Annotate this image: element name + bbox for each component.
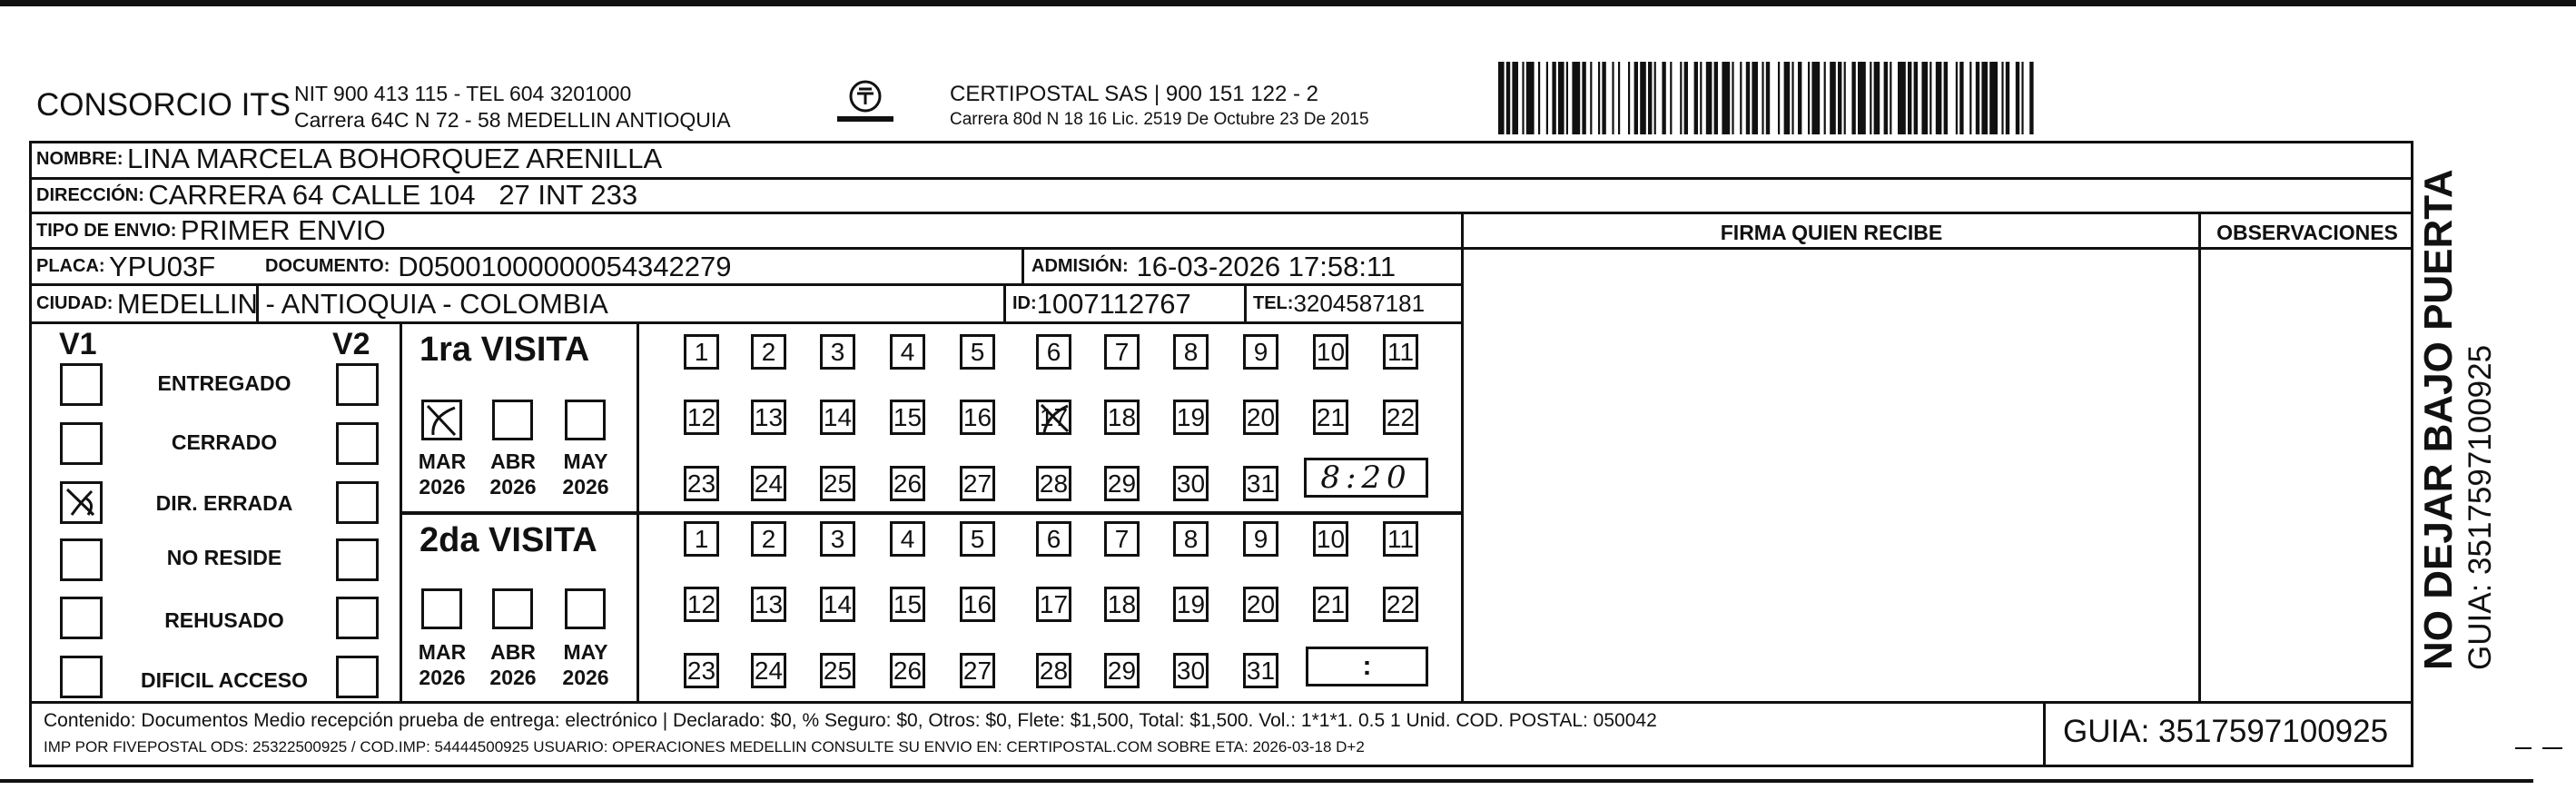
v1-dir-errada-checkbox[interactable] [60, 481, 103, 524]
second-visit-day-15[interactable]: 15 [890, 587, 925, 622]
second-visit-day-14[interactable]: 14 [820, 587, 855, 622]
tel-value: 3204587181 [1293, 290, 1426, 317]
barcode-bar [2016, 62, 2019, 134]
second-visit-day-20[interactable]: 20 [1243, 587, 1278, 622]
direccion-row [29, 178, 2413, 212]
barcode-bar [1512, 62, 1518, 134]
first-visit-day-20[interactable]: 20 [1243, 400, 1278, 435]
barcode-bar [1572, 62, 1580, 134]
first-visit-day-14[interactable]: 14 [820, 400, 855, 435]
placa-row [29, 249, 1462, 284]
first-visit-day-5[interactable]: 5 [960, 334, 995, 370]
second-visit-month-label-mar: MAR 2026 [418, 640, 467, 689]
ciudad-value: MEDELLIN - ANTIOQUIA - COLOMBIA [116, 287, 608, 320]
status-dificil-acceso: DIFICIL ACCESO [140, 668, 308, 692]
barcode-bar [1766, 62, 1770, 134]
id-label: ID: [1012, 293, 1037, 313]
company-name: CONSORCIO ITS [36, 87, 291, 123]
second-visit-month-may[interactable] [565, 588, 606, 629]
barcode-bar [1884, 62, 1888, 134]
second-visit-day-31[interactable]: 31 [1243, 653, 1278, 688]
second-visit-day-21[interactable]: 21 [1313, 587, 1348, 622]
barcode-bar [1830, 62, 1836, 134]
second-visit-day-24[interactable]: 24 [751, 653, 786, 688]
barcode-bar [1552, 62, 1555, 134]
barcode-bar [1566, 62, 1568, 134]
barcode-bar [1740, 62, 1742, 134]
scan-dash [2515, 747, 2532, 749]
barcode-bar [1546, 62, 1548, 134]
certipostal-logo [834, 78, 897, 133]
second-visit-day-18[interactable]: 18 [1104, 587, 1140, 622]
admision-value: 16-03-2026 17:58:11 [1136, 250, 1397, 282]
first-visit-day-10[interactable]: 10 [1313, 334, 1348, 370]
second-visit-day-23[interactable]: 23 [684, 653, 719, 688]
second-visit-time-box[interactable] [1306, 647, 1428, 686]
first-visit-title: 1ra VISITA [419, 331, 590, 369]
first-visit-day-11[interactable]: 11 [1383, 334, 1418, 370]
first-visit-day-7[interactable]: 7 [1104, 334, 1140, 370]
first-visit-day-17[interactable]: 17 [1036, 400, 1071, 435]
barcode-bar [1558, 62, 1564, 134]
barcode-bar [1498, 62, 1505, 134]
col-line [637, 321, 639, 701]
first-visit-month-label-may: MAY 2026 [562, 449, 609, 499]
admision-label: ADMISIÓN: [1031, 256, 1129, 276]
barcode-bar [1811, 62, 1820, 134]
documento-label: DOCUMENTO: [265, 256, 390, 276]
first-visit-day-9[interactable]: 9 [1243, 334, 1278, 370]
col-line [400, 321, 402, 701]
side-guia: GUIA: 3517597100925 [2462, 344, 2498, 670]
first-visit-day-18[interactable]: 18 [1104, 400, 1140, 435]
first-visit-day-2[interactable]: 2 [751, 334, 786, 370]
barcode-bar [1680, 62, 1682, 134]
v2-entregado-checkbox[interactable] [336, 363, 379, 406]
first-visit-day-31[interactable]: 31 [1243, 466, 1278, 501]
first-visit-month-label-mar: MAR 2026 [418, 449, 467, 499]
barcode-bar [1778, 62, 1780, 134]
second-visit-day-27[interactable]: 27 [960, 653, 995, 688]
first-visit-day-28[interactable]: 28 [1036, 466, 1071, 501]
scan-dash [2542, 747, 2562, 749]
tel-label: TEL: [1253, 293, 1294, 313]
second-visit-day-29[interactable]: 29 [1104, 653, 1140, 688]
barcode-bar [1602, 62, 1605, 134]
second-visit-day-16[interactable]: 16 [960, 587, 995, 622]
barcode-bar [2021, 62, 2023, 134]
v2-dir-errada-checkbox[interactable] [336, 481, 379, 524]
barcode-bar [1981, 62, 1988, 134]
second-visit-day-9[interactable]: 9 [1243, 521, 1278, 557]
placa-label: PLACA: [36, 256, 105, 276]
barcode-bar [1522, 62, 1524, 134]
second-visit-day-8[interactable]: 8 [1173, 521, 1209, 557]
status-entregado: ENTREGADO [157, 371, 291, 395]
first-visit-day-21[interactable]: 21 [1313, 400, 1348, 435]
first-visit-day-26[interactable]: 26 [890, 466, 925, 501]
second-visit-day-3[interactable]: 3 [820, 521, 855, 557]
barcode-bar [1956, 62, 1958, 134]
documento-value: D05001000000054342279 [398, 250, 732, 282]
v2-label: V2 [332, 327, 370, 361]
second-visit-day-22[interactable]: 22 [1383, 587, 1418, 622]
second-visit-day-6[interactable]: 6 [1036, 521, 1071, 557]
second-visit-day-25[interactable]: 25 [820, 653, 855, 688]
barcode-bar [1784, 62, 1791, 134]
first-visit-month-label-abr: ABR 2026 [489, 449, 537, 499]
second-visit-month-label-may: MAY 2026 [562, 640, 609, 689]
second-visit-day-7[interactable]: 7 [1104, 521, 1140, 557]
first-visit-day-8[interactable]: 8 [1173, 334, 1209, 370]
barcode-bar [2029, 62, 2033, 134]
barcode-bar [1618, 62, 1620, 134]
v1-rehusado-checkbox[interactable] [60, 597, 103, 639]
barcode-bar [1870, 62, 1871, 134]
visit-separator [400, 511, 1462, 515]
barcode-bar [1700, 62, 1702, 134]
barcode-bar [1582, 62, 1585, 134]
footer-contenido: Contenido: Documentos Medio recepción prueba de entrega: electrónico | Declarado: $0, % Seguro: $0, Otros: $0, Flete: $1,500, Total: $1,500. Vol.: 1*1*1. 0.5 1 Unid. COD. POSTAL: 050042 [44, 710, 1657, 731]
first-visit-time: 8:20 [1320, 459, 1412, 496]
barcode-bar [1612, 62, 1614, 134]
barcode-bar [1851, 62, 1855, 134]
second-visit-day-26[interactable]: 26 [890, 653, 925, 688]
status-cerrado: CERRADO [171, 430, 278, 454]
barcode-bar [1959, 62, 1963, 134]
tipo-row [29, 213, 1462, 248]
second-visit-title: 2da VISITA [419, 521, 597, 559]
v2-no-reside-checkbox[interactable] [336, 538, 379, 581]
barcode-bar [1714, 62, 1718, 134]
second-visit-day-1[interactable]: 1 [684, 521, 719, 557]
barcode-bar [1908, 62, 1911, 134]
second-visit-day-17[interactable]: 17 [1036, 587, 1071, 622]
second-visit-day-11[interactable]: 11 [1383, 521, 1418, 557]
first-visit-month-abr[interactable] [492, 400, 533, 440]
observaciones-label: OBSERVACIONES [2216, 221, 2398, 244]
v1-entregado-checkbox[interactable] [60, 363, 103, 406]
second-visit-month-mar[interactable] [421, 588, 462, 629]
first-visit-day-27[interactable]: 27 [960, 466, 995, 501]
first-visit-month-mar[interactable] [421, 400, 462, 440]
status-no-reside: NO RESIDE [166, 546, 282, 569]
first-visit-time-box[interactable] [1304, 458, 1428, 498]
barcode-bar [1936, 62, 1942, 134]
barcode-bar [1838, 62, 1841, 134]
row-line [29, 701, 2413, 704]
barcode-bar [1598, 62, 1600, 134]
second-visit-day-30[interactable]: 30 [1173, 653, 1209, 688]
barcode-bar [1791, 62, 1793, 134]
firma-label: FIRMA QUIEN RECIBE [1720, 221, 1943, 244]
barcode-bar [1844, 62, 1846, 134]
barcode-bar [1808, 62, 1810, 134]
second-visit-day-28[interactable]: 28 [1036, 653, 1071, 688]
second-visit-month-label-abr: ABR 2026 [489, 640, 537, 689]
barcode [1498, 62, 2225, 134]
barcode-bar [1858, 62, 1866, 134]
handwritten-x-mark [424, 402, 460, 439]
barcode-bar [1746, 62, 1750, 134]
handwritten-x-mark [63, 484, 101, 522]
barcode-bar [1654, 62, 1656, 134]
first-visit-day-15[interactable]: 15 [890, 400, 925, 435]
barcode-bar [1914, 62, 1918, 134]
barcode-bar [1634, 62, 1638, 134]
first-visit-day-16[interactable]: 16 [960, 400, 995, 435]
barcode-bar [1989, 62, 1998, 134]
footer-imp: IMP POR FIVEPOSTAL ODS: 25322500925 / COD.IMP: 54444500925 USUARIO: OPERACIONES MEDELLIN CONSULTE SU ENVIO EN: CERTIPOSTAL.COM SOBRE ETA: 2026-03-18 D+2 [44, 738, 1365, 755]
barcode-bar [1874, 62, 1880, 134]
barcode-bar [1732, 62, 1733, 134]
barcode-bar [1648, 62, 1652, 134]
first-visit-day-19[interactable]: 19 [1173, 400, 1209, 435]
barcode-bar [2001, 62, 2003, 134]
first-visit-day-13[interactable]: 13 [751, 400, 786, 435]
first-visit-month-may[interactable] [565, 400, 606, 440]
status-dir-errada: DIR. ERRADA [155, 491, 293, 515]
v1-dificil-acceso-checkbox[interactable] [60, 656, 103, 698]
barcode-bar [1538, 62, 1540, 134]
v2-rehusado-checkbox[interactable] [336, 597, 379, 639]
nombre-row [29, 141, 2413, 177]
first-visit-day-1[interactable]: 1 [684, 334, 719, 370]
direccion-value: CARRERA 64 CALLE 104 27 INT 233 [148, 179, 638, 211]
col-line [2043, 701, 2046, 765]
status-rehusado: REHUSADO [164, 608, 284, 632]
first-visit-day-29[interactable]: 29 [1104, 466, 1140, 501]
barcode-bar [1752, 62, 1758, 134]
barcode-bar [1798, 62, 1801, 134]
direccion-label: DIRECCIÓN: [36, 184, 144, 205]
nombre-value: LINA MARCELA BOHORQUEZ ARENILLA [127, 143, 663, 174]
barcode-bar [1694, 62, 1698, 134]
first-visit-day-25[interactable]: 25 [820, 466, 855, 501]
first-visit-day-6[interactable]: 6 [1036, 334, 1071, 370]
barcode-bar [1824, 62, 1826, 134]
second-visit-month-abr[interactable] [492, 588, 533, 629]
second-visit-day-2[interactable]: 2 [751, 521, 786, 557]
first-visit-day-3[interactable]: 3 [820, 334, 855, 370]
carrier-address: Carrera 80d N 18 16 Lic. 2519 De Octubre 23 De 2015 [950, 110, 1369, 129]
top-border [0, 0, 2576, 6]
barcode-bar [1944, 62, 1948, 134]
barcode-bar [1930, 62, 1931, 134]
handwritten-x-mark [1039, 402, 1071, 435]
barcode-bar [2006, 62, 2009, 134]
nombre-label: NOMBRE: [36, 148, 123, 169]
barcode-bar [1976, 62, 1979, 134]
barcode-bar [1969, 62, 1971, 134]
second-visit-day-12[interactable]: 12 [684, 587, 719, 622]
barcode-bar [1684, 62, 1688, 134]
v1-label: V1 [59, 327, 97, 361]
company-address: Carrera 64C N 72 - 58 MEDELLIN ANTIOQUIA [294, 108, 731, 132]
id-value: 1007112767 [1036, 287, 1191, 320]
placa-value: YPU03F [109, 250, 216, 282]
no-dejar-bajo-puerta: NO DEJAR BAJO PUERTA [2416, 169, 2461, 670]
second-visit-day-4[interactable]: 4 [890, 521, 925, 557]
v1-cerrado-checkbox[interactable] [60, 422, 103, 465]
barcode-bar [1662, 62, 1665, 134]
barcode-bar [1628, 62, 1630, 134]
second-visit-time: : [1362, 651, 1372, 681]
second-visit-day-5[interactable]: 5 [960, 521, 995, 557]
company-nit: NIT 900 413 115 - TEL 604 3201000 [294, 82, 632, 105]
barcode-bar [1890, 62, 1891, 134]
barcode-bar [1706, 62, 1712, 134]
ciudad-row [29, 285, 1462, 322]
barcode-bar [1722, 62, 1730, 134]
barcode-bar [1921, 62, 1928, 134]
tipo-value: PRIMER ENVIO [180, 214, 386, 246]
first-visit-day-4[interactable]: 4 [890, 334, 925, 370]
barcode-bar [1526, 62, 1535, 134]
col-line [2198, 212, 2201, 704]
ciudad-label: CIUDAD: [36, 293, 114, 313]
tipo-label: TIPO DE ENVIO: [36, 220, 177, 241]
first-visit-day-23[interactable]: 23 [684, 466, 719, 501]
barcode-bar [1898, 62, 1906, 134]
first-visit-day-24[interactable]: 24 [751, 466, 786, 501]
barcode-bar [1506, 62, 1510, 134]
second-visit-day-13[interactable]: 13 [751, 587, 786, 622]
second-visit-day-19[interactable]: 19 [1173, 587, 1209, 622]
v2-cerrado-checkbox[interactable] [336, 422, 379, 465]
first-visit-day-12[interactable]: 12 [684, 400, 719, 435]
second-visit-day-10[interactable]: 10 [1313, 521, 1348, 557]
barcode-bar [1590, 62, 1592, 134]
v2-dificil-acceso-checkbox[interactable] [336, 656, 379, 698]
first-visit-day-30[interactable]: 30 [1173, 466, 1209, 501]
carrier-name: CERTIPOSTAL SAS | 900 151 122 - 2 [950, 82, 1318, 106]
side-text [2415, 169, 2499, 670]
barcode-bar [1640, 62, 1646, 134]
footer-guia: GUIA: 3517597100925 [2063, 714, 2389, 749]
barcode-bar [1670, 62, 1672, 134]
v1-no-reside-checkbox[interactable] [60, 538, 103, 581]
bottom-border [0, 779, 2533, 783]
first-visit-day-22[interactable]: 22 [1383, 400, 1418, 435]
barcode-bar [1762, 62, 1763, 134]
